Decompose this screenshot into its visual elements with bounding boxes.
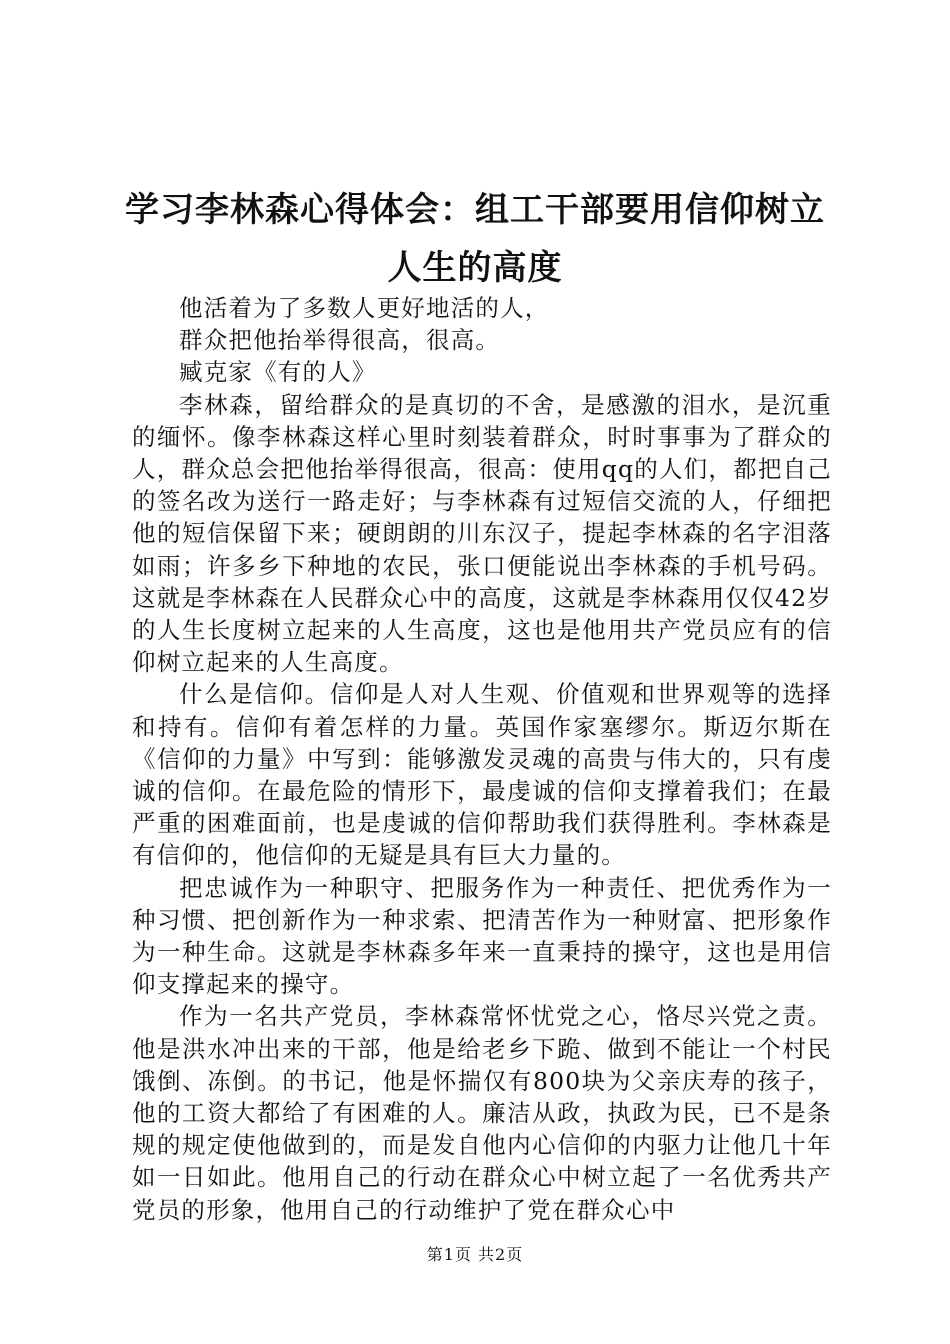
poem-line-2: 群众把他抬举得很高，很高。: [179, 326, 501, 355]
document-title-line-1: 学习李林森心得体会：组工干部要用信仰树立: [125, 190, 825, 230]
page-number-footer: 第1页 共2页: [426, 1245, 524, 1264]
body-paragraph: 李林森，留给群众的是真切的不舍，是感激的泪水，是沉重的缅怀。像李林森这样心里时刻装着群众，时时事事为了群众的人，群众总会把他抬举得很高，很高：使用qq的人们，都把自己的签名改为送行一路走好；与李林森有过短信交流的人，仔细把他的短信保留下来；硬朗朗的川东汉子，提起李林森的名字泪落如雨；许多乡下种地的农民，张口便能说出李林森的手机号码。这就是李林森在人民群众心中的高度，这就是李林森用仅仅42岁的人生长度树立起来的人生高度，这也是他用共产党员应有的信仰树立起来的人生高度。: [132, 390, 832, 677]
body-paragraph: 作为一名共产党员，李林森常怀忧党之心，恪尽兴党之责。他是洪水冲出来的干部，他是给老乡下跪、做到不能让一个村民饿倒、冻倒。的书记，他是怀揣仅有800块为父亲庆寿的孩子，他的工资大都给了有困难的人。廉洁从政，执政为民，已不是条规的规定使他做到的，而是发自他内心信仰的内驱力让他几十年如一日如此。他用自己的行动在群众心中树立起了一名优秀共产党员的形象，他用自己的行动维护了党在群众心中: [132, 1002, 832, 1224]
document-body: [132, 292, 832, 1226]
poem-attribution: 臧克家《有的人》: [179, 358, 377, 387]
body-paragraph: 把忠诚作为一种职守、把服务作为一种责任、把优秀作为一种习惯、把创新作为一种求索、把清苦作为一种财富、把形象作为一种生命。这就是李林森多年来一直秉持的操守，这也是用信仰支撑起来的操守。: [132, 873, 832, 999]
document-title-line-2: 人生的高度: [387, 248, 563, 288]
body-paragraph: 什么是信仰。信仰是人对人生观、价值观和世界观等的选择和持有。信仰有着怎样的力量。英国作家塞缪尔。斯迈尔斯在《信仰的力量》中写到：能够激发灵魂的高贵与伟大的，只有虔诚的信仰。在最危险的情形下，最虔诚的信仰支撑着我们；在最严重的困难面前，也是虔诚的信仰帮助我们获得胜利。李林森是有信仰的，他信仰的无疑是具有巨大力量的。: [132, 680, 832, 870]
poem-line-1: 他活着为了多数人更好地活的人，: [179, 294, 550, 322]
